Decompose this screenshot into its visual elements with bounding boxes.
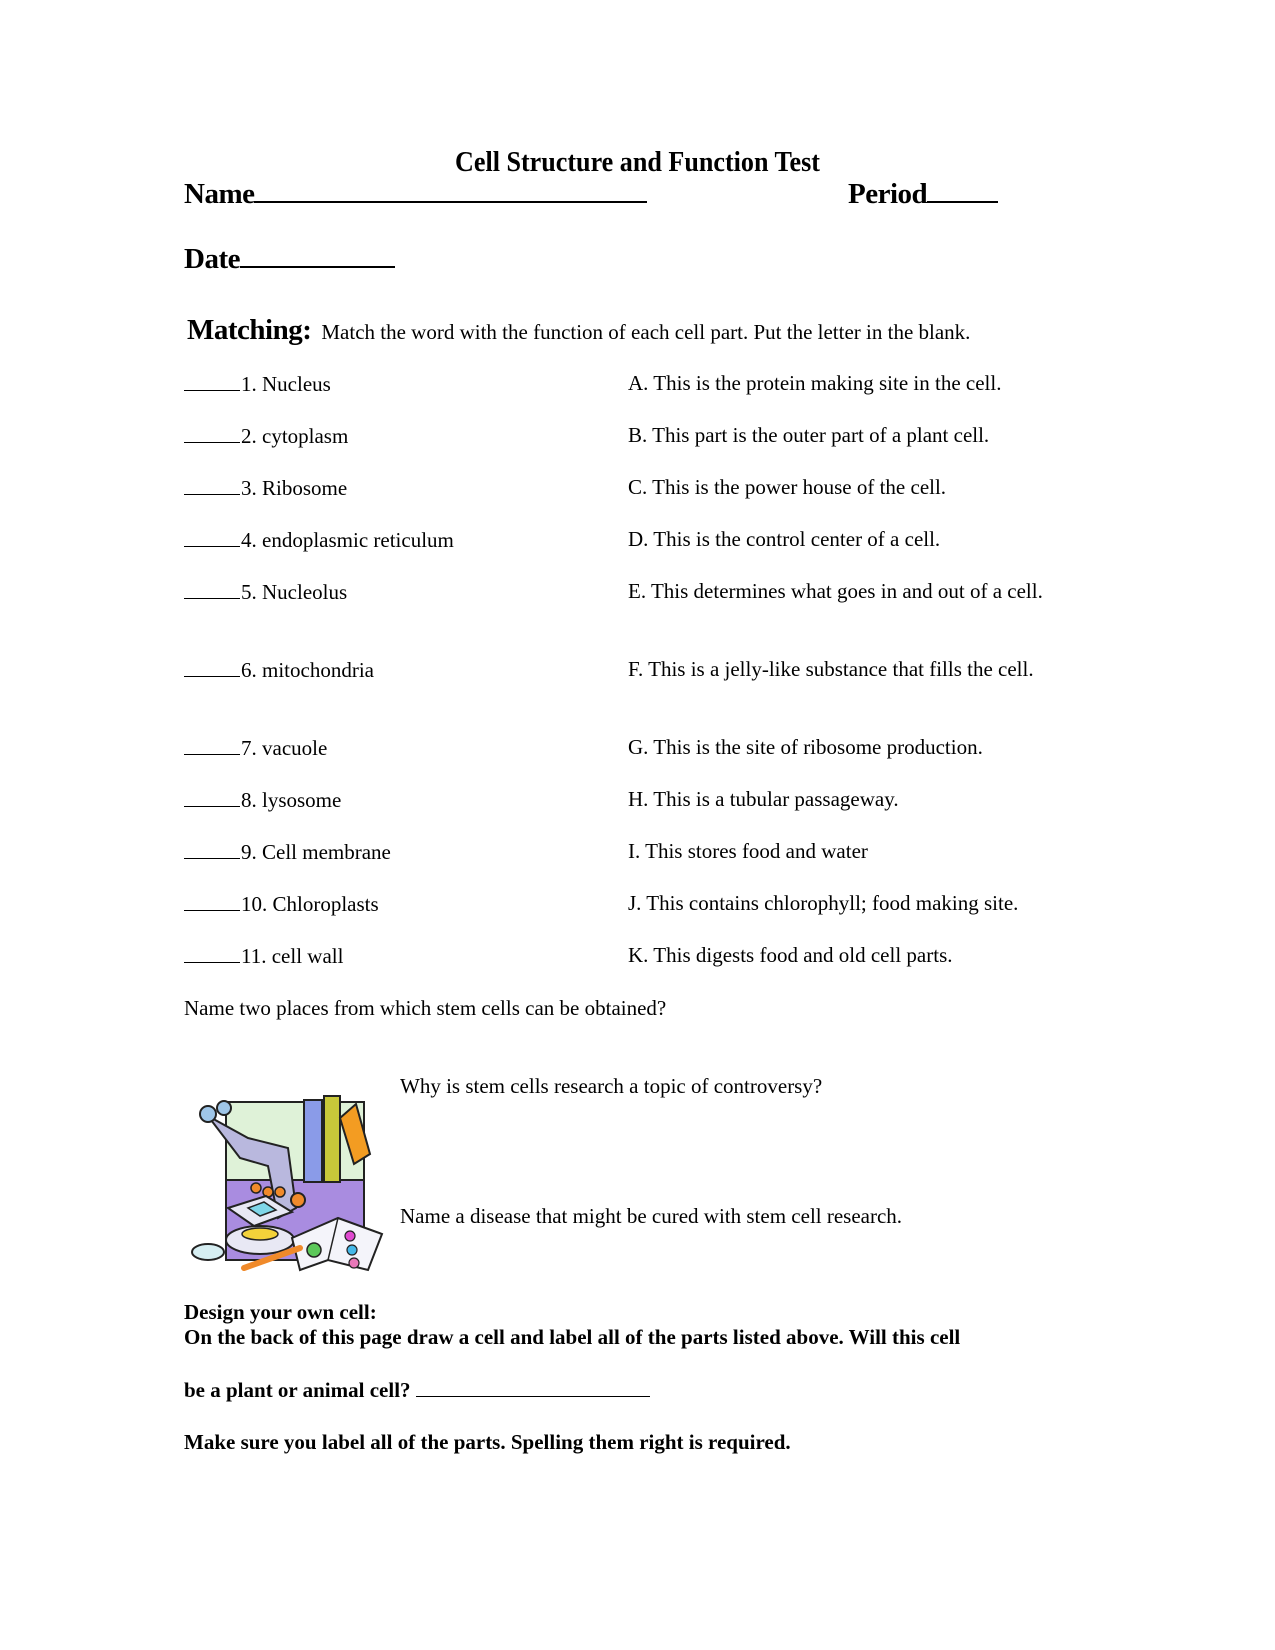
period-field[interactable] bbox=[848, 178, 998, 211]
term-item bbox=[184, 658, 374, 683]
labeling-requirement: Make sure you label all of the parts. Spelling them right is required. bbox=[184, 1430, 791, 1454]
name-label: Name bbox=[184, 178, 255, 210]
plant-or-animal-label: be a plant or animal cell? bbox=[184, 1378, 411, 1402]
definition-item: D. This is the control center of a cell. bbox=[628, 527, 941, 551]
definition-item: C. This is the power house of the cell. bbox=[628, 475, 947, 499]
term-item bbox=[184, 424, 348, 449]
answer-blank[interactable] bbox=[184, 528, 240, 547]
period-blank[interactable] bbox=[927, 179, 998, 203]
definition-item: K. This digests food and old cell parts. bbox=[628, 943, 953, 967]
answer-blank[interactable] bbox=[184, 658, 240, 677]
answer-blank[interactable] bbox=[184, 372, 240, 391]
term-label: 6. mitochondria bbox=[241, 658, 374, 682]
definition-item: F. This is a jelly-like substance that fills the cell. bbox=[628, 657, 1034, 681]
term-item bbox=[184, 840, 391, 865]
term-label: 3. Ribosome bbox=[241, 476, 348, 500]
term-item bbox=[184, 788, 341, 813]
plant-or-animal-question bbox=[184, 1378, 650, 1403]
answer-blank[interactable] bbox=[184, 944, 240, 963]
term-label: 7. vacuole bbox=[241, 736, 328, 760]
design-instructions: On the back of this page draw a cell and label all of the parts listed above. Will this cell bbox=[184, 1325, 961, 1349]
term-label: 10. Chloroplasts bbox=[241, 892, 379, 916]
term-item bbox=[184, 736, 327, 761]
term-item bbox=[184, 476, 347, 501]
period-label: Period bbox=[848, 178, 928, 210]
definition-item: J. This contains chlorophyll; food making site. bbox=[628, 891, 1019, 915]
term-label: 9. Cell membrane bbox=[241, 840, 391, 864]
question-disease: Name a disease that might be cured with stem cell research. bbox=[400, 1204, 903, 1228]
answer-blank[interactable] bbox=[184, 736, 240, 755]
term-item bbox=[184, 528, 454, 553]
definition-item: A. This is the protein making site in the cell. bbox=[628, 371, 1002, 395]
answer-blank[interactable] bbox=[184, 840, 240, 859]
definition-item: E. This determines what goes in and out of a cell. bbox=[628, 579, 1043, 603]
date-field[interactable] bbox=[184, 243, 395, 276]
answer-blank[interactable] bbox=[184, 476, 240, 495]
definition-item: H. This is a tubular passageway. bbox=[628, 787, 899, 811]
name-blank[interactable] bbox=[254, 179, 647, 203]
term-item bbox=[184, 580, 347, 605]
matching-instructions: Match the word with the function of each cell part. Put the letter in the blank. bbox=[321, 320, 971, 344]
definition-item: I. This stores food and water bbox=[628, 839, 868, 863]
definition-item: B. This part is the outer part of a plant cell. bbox=[628, 423, 990, 447]
term-label: 2. cytoplasm bbox=[241, 424, 349, 448]
design-heading: Design your own cell: bbox=[184, 1300, 377, 1324]
term-label: 11. cell wall bbox=[241, 944, 344, 968]
microscope-clipart-icon bbox=[188, 1088, 388, 1273]
term-label: 8. lysosome bbox=[241, 788, 342, 812]
name-field[interactable] bbox=[184, 178, 647, 211]
term-label: 5. Nucleolus bbox=[241, 580, 348, 604]
matching-section-header bbox=[187, 314, 970, 347]
date-blank[interactable] bbox=[240, 244, 395, 268]
date-label: Date bbox=[184, 243, 240, 275]
term-label: 4. endoplasmic reticulum bbox=[241, 528, 454, 552]
term-item bbox=[184, 892, 379, 917]
plant-or-animal-blank[interactable] bbox=[416, 1378, 650, 1397]
question-controversy: Why is stem cells research a topic of controversy? bbox=[400, 1074, 823, 1098]
matching-heading: Matching: bbox=[187, 314, 312, 346]
answer-blank[interactable] bbox=[184, 424, 240, 443]
term-item bbox=[184, 944, 343, 969]
answer-blank[interactable] bbox=[184, 788, 240, 807]
term-item bbox=[184, 372, 331, 397]
page-title: Cell Structure and Function Test bbox=[455, 146, 820, 178]
definition-item: G. This is the site of ribosome production. bbox=[628, 735, 983, 759]
question-stem-cell-sources: Name two places from which stem cells can be obtained? bbox=[184, 996, 667, 1020]
term-label: 1. Nucleus bbox=[241, 372, 331, 396]
answer-blank[interactable] bbox=[184, 892, 240, 911]
answer-blank[interactable] bbox=[184, 580, 240, 599]
